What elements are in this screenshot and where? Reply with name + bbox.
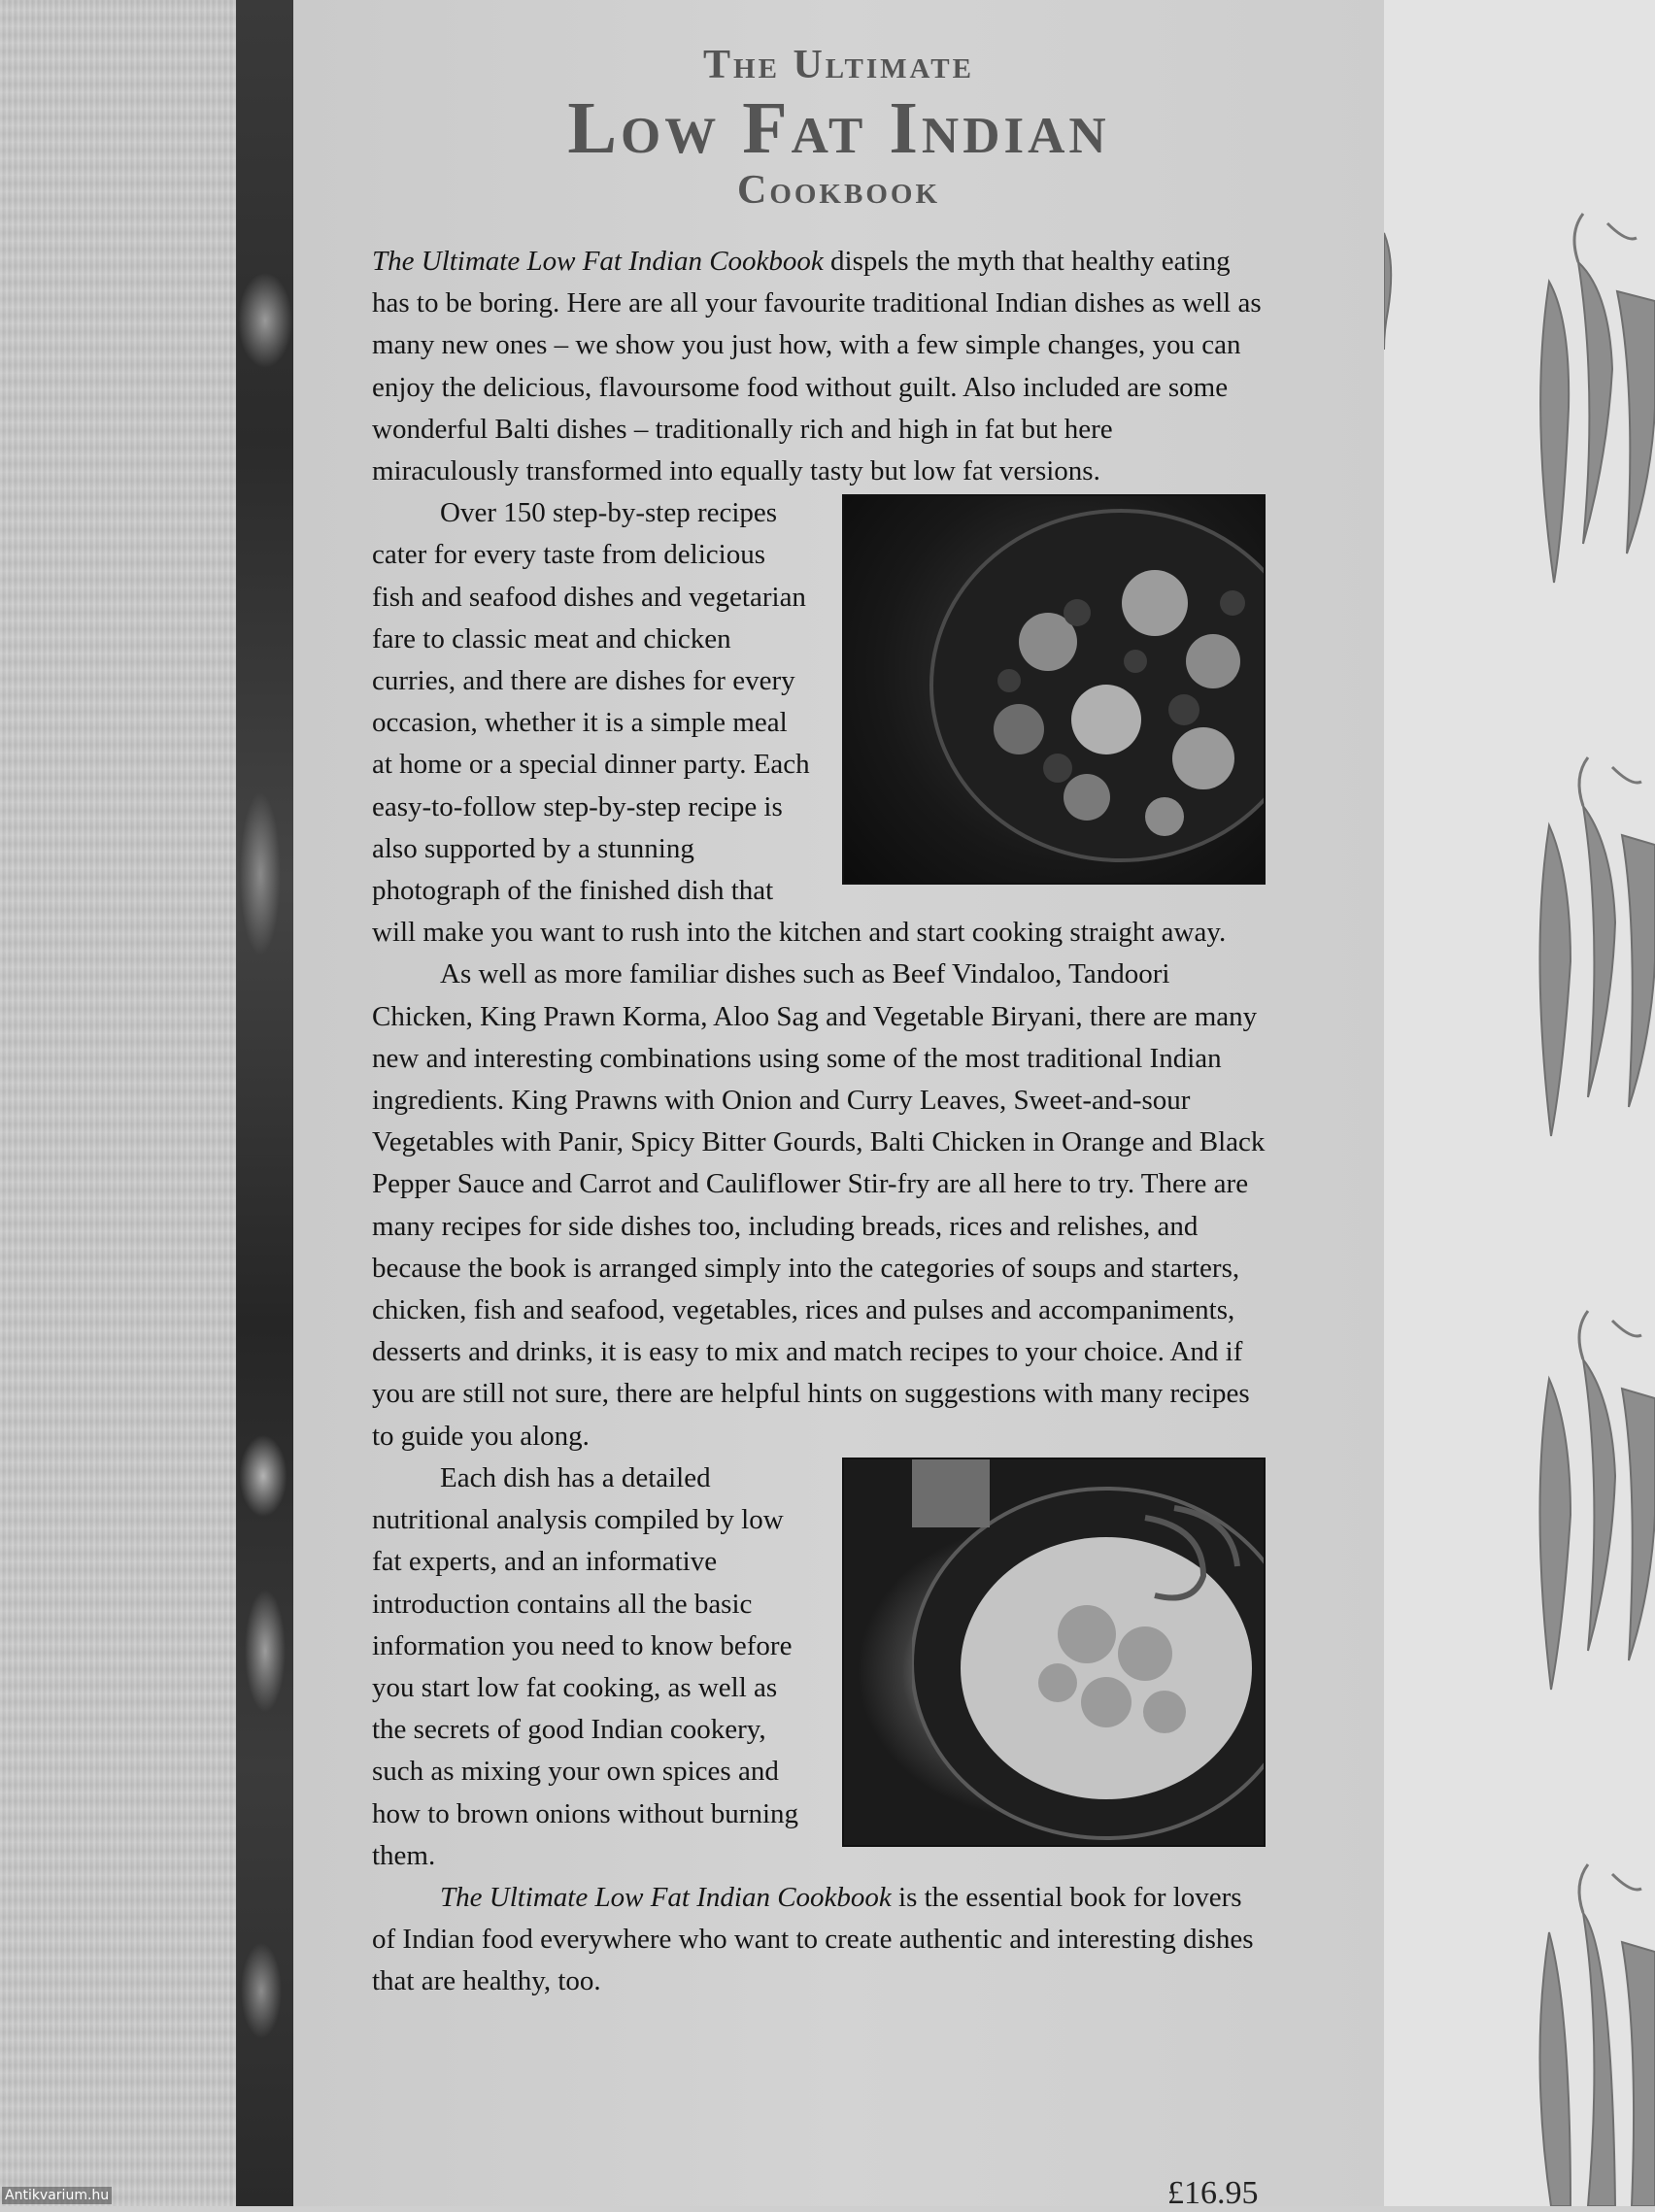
paragraph-5: The Ultimate Low Fat Indian Cookbook is the essential book for lovers of Indian food everywhere who want to create authentic and interesting dishes that are healthy, too.: [372, 1881, 1254, 1997]
watermark-text: Antikvarium.hu: [2, 2187, 112, 2204]
title-line-1: The Ultimate: [703, 43, 974, 87]
book-title-italic-2: The Ultimate Low Fat Indian Cookbook: [440, 1881, 892, 1913]
paragraph-3: As well as more familiar dishes such as Beef Vindaloo, Tandoori Chicken, King Prawn Korma, Aloo Sag and Vegetable Biryani, there are many new and interesting combinations using some of the most traditional Indian ingredients. King Prawns with Onion and Curry Leaves, Sweet-and-sour Vegetables with Panir, Spicy Bitter Gourds, Balti Chicken in Orange and Black Pepper Sauce and Carrot and Cauliflower Stir-fry are all here to try. There are many recipes for side dishes too, including breads, rices and relishes, and because the book is arranged simply into the categories of soups and starters, chicken, fish and seafood, vegetables, rices and pulses and accompaniments, desserts and drinks, it is easy to mix and match recipes to your choice. And if you are still not sure, there are helpful hints on suggestions with many recipes to guide you along.: [372, 958, 1266, 1452]
book-title-italic: The Ultimate Low Fat Indian Cookbook: [372, 246, 824, 277]
pea-pod-endpaper: [1384, 0, 1655, 2206]
title-line-3: Cookbook: [736, 168, 941, 213]
title-line-2: Low Fat Indian: [567, 87, 1110, 169]
prawn-rice-image: [912, 1459, 1266, 1845]
paragraph-4: Each dish has a detailed nutritional analysis compiled by low fat experts, and an informative introduction contains all the basic information you need to know before you start low fat cooking, as well as the secrets of good Indian cookery, such as mixing your own spices and how to brown onions without burning them.: [372, 1458, 1266, 1877]
book-spine-photo-strip: [236, 0, 293, 2206]
wood-background: [0, 0, 236, 2206]
paragraph-1: The Ultimate Low Fat Indian Cookbook dispels the myth that healthy eating has to be boring. Here are all your favourite traditional Indian dishes as well as many new ones – we show you just how, with a few simple changes, you can enjoy the delicious, flavoursome food without guilt. Also included are some wonderful Balti dishes – traditionally rich and high in fat but here miraculously transformed into equally tasty but low fat versions.: [372, 246, 1262, 487]
vegetable-dish-image: [912, 496, 1266, 883]
blurb-text: [372, 241, 1266, 2003]
paragraph-2: Over 150 step-by-step recipes cater for every taste from delicious fish and seafood dishes and vegetarian fare to classic meat and chicken curries, and there are dishes for every occasion, whether it is a simple meal at home or a special dinner party. Each easy-to-follow step-by-step recipe is also supported by a stunning photograph of the finished dish that will make you want to rush into the kitchen and start cooking straight away.: [372, 492, 1266, 954]
book-back-cover: [293, 0, 1384, 2211]
price-label: £16.95: [1167, 2175, 1259, 2211]
prawn-rice-dish-photo: [842, 1458, 1266, 1847]
pea-pod-pattern: [1384, 0, 1655, 2206]
book-title: [293, 41, 1384, 214]
vegetable-dish-photo: [842, 494, 1266, 885]
